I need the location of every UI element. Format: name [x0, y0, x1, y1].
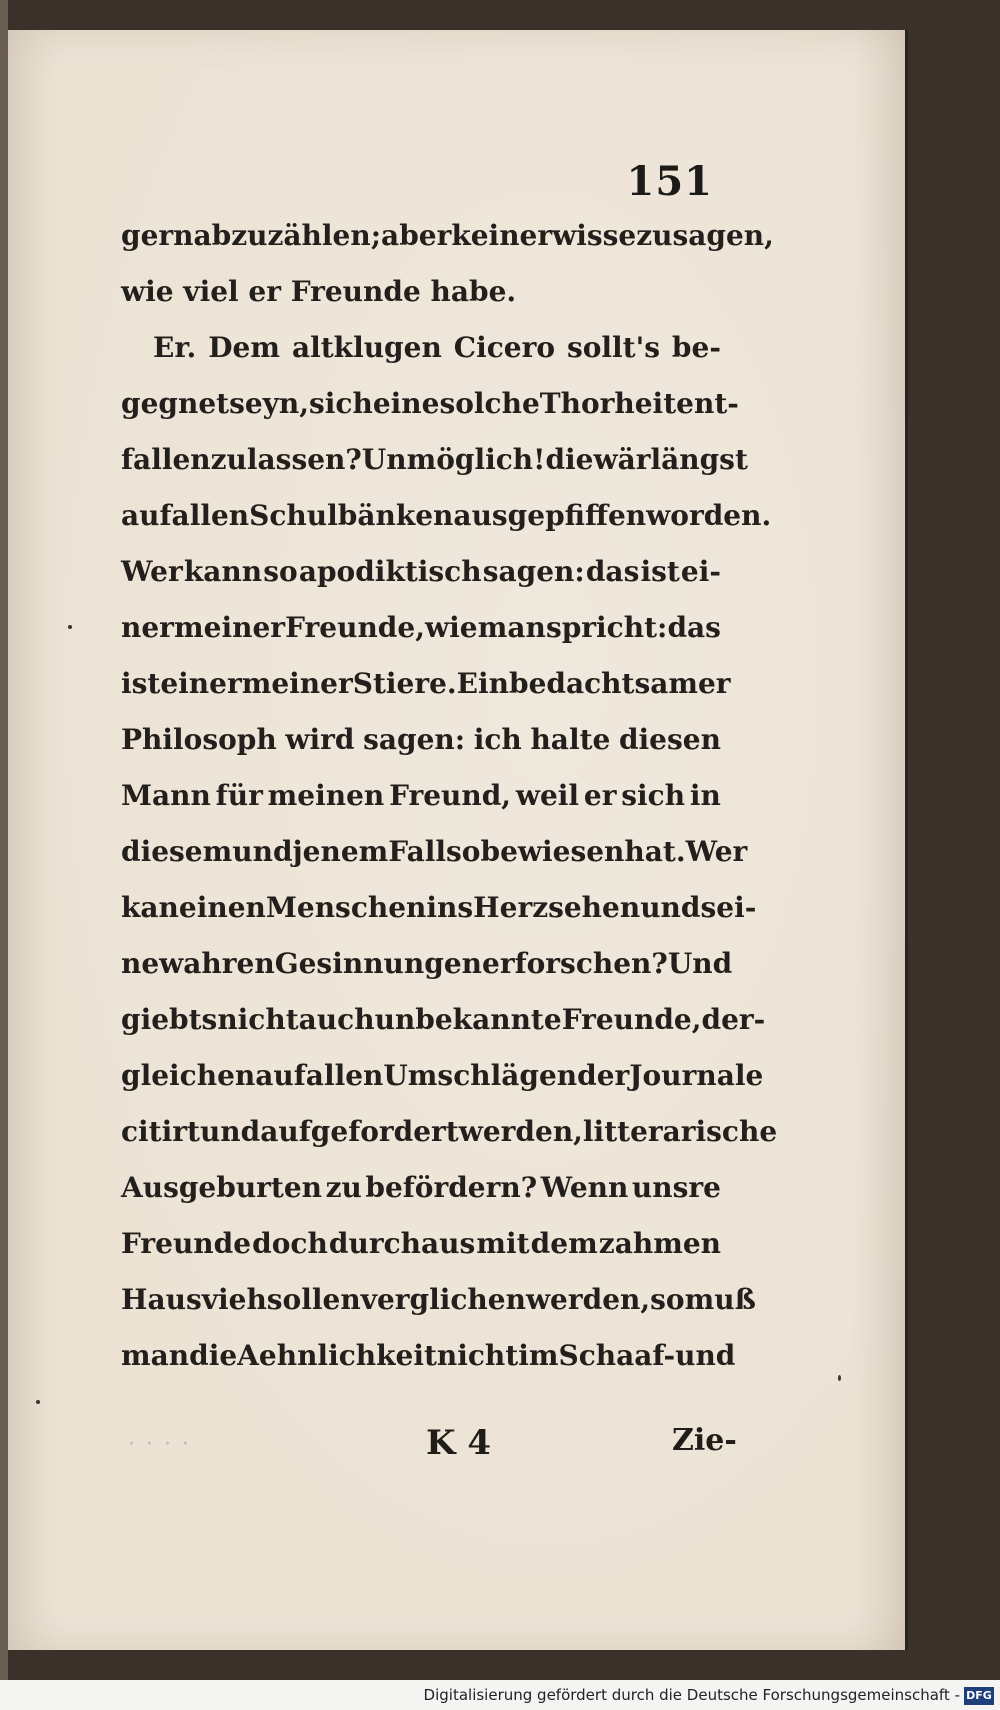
word: Wer — [685, 835, 748, 868]
book-page — [8, 30, 908, 1650]
word: dem — [530, 1227, 598, 1260]
word: sagen: — [363, 723, 466, 756]
word: und — [232, 835, 293, 868]
word: gleichen — [121, 1059, 256, 1092]
word: bedachtsamer — [509, 667, 731, 700]
text-line-2: wie viel er Freunde habe. — [121, 275, 517, 308]
word: Menschen — [265, 891, 427, 924]
word: er — [583, 779, 617, 812]
word: sehen — [548, 891, 641, 924]
word: wie — [425, 611, 478, 644]
word: und — [675, 1339, 736, 1372]
word: halte — [530, 723, 611, 756]
word: und — [199, 1115, 261, 1148]
text-line-7 — [121, 544, 721, 600]
word: Gesinnungen — [274, 947, 483, 980]
word: Freund, — [389, 779, 512, 812]
word: Schulbänken — [249, 499, 454, 532]
word: Aehnlichkeit — [237, 1339, 437, 1372]
word: der- — [701, 1003, 766, 1036]
word: meiner — [174, 611, 286, 644]
word: meiner — [241, 667, 353, 700]
word: mit — [476, 1227, 530, 1260]
word: be- — [671, 331, 721, 364]
text-line-21 — [121, 1328, 736, 1384]
word: Hausvieh — [121, 1283, 267, 1316]
word: muß — [684, 1283, 756, 1316]
text-line-18 — [121, 1160, 721, 1216]
word: in — [689, 779, 721, 812]
text-line-19 — [121, 1216, 721, 1272]
text-line-10 — [121, 712, 721, 768]
text-line-20 — [121, 1272, 756, 1328]
word: allen — [305, 1059, 384, 1092]
word: man — [477, 611, 546, 644]
word: ist — [640, 555, 680, 588]
word: seyn, — [229, 387, 310, 420]
word: Freunde, — [561, 1003, 702, 1036]
text-line-3 — [121, 320, 721, 376]
word: man — [121, 1339, 190, 1372]
dfg-logo: DFG — [964, 1687, 994, 1705]
word: ich — [473, 723, 522, 756]
word: nicht — [436, 1339, 519, 1372]
word: Ausgeburten — [121, 1171, 323, 1204]
word: ent- — [676, 387, 739, 420]
word: solche — [439, 387, 540, 420]
word: unsre — [631, 1171, 721, 1204]
word: Ein — [456, 667, 509, 700]
credit-bar — [0, 1680, 1000, 1710]
text-line-11 — [121, 768, 721, 824]
word: Cicero — [453, 331, 555, 364]
word: sei- — [700, 891, 757, 924]
word: gern — [121, 219, 194, 252]
paper-speck — [838, 1375, 841, 1381]
word: Freunde — [121, 1227, 252, 1260]
word: Schaaf- — [558, 1339, 676, 1372]
text-line-6 — [121, 488, 772, 544]
word: ins — [426, 891, 474, 924]
word: sich — [621, 779, 686, 812]
word: Umschlägen — [383, 1059, 578, 1092]
word: doch — [252, 1227, 328, 1260]
text-line-16 — [121, 1048, 764, 1104]
word: sich — [309, 387, 373, 420]
word: längst — [650, 443, 748, 476]
word: nicht — [217, 1003, 299, 1036]
signature-mark: K 4 — [426, 1423, 492, 1463]
word: fallen — [121, 443, 211, 476]
word: kann — [183, 555, 263, 588]
page-number: 151 — [626, 158, 713, 205]
word: Stiere. — [352, 667, 457, 700]
word: das — [585, 555, 640, 588]
word: wahren — [159, 947, 275, 980]
word: kan — [121, 891, 179, 924]
text-line-13 — [121, 880, 757, 936]
word: sollen — [266, 1283, 361, 1316]
text-line-5 — [121, 432, 748, 488]
word: ne — [121, 947, 160, 980]
word: Wenn — [540, 1171, 629, 1204]
word: lassen? — [246, 443, 362, 476]
word: aufgefordert — [260, 1115, 459, 1148]
word: Wer — [121, 555, 183, 588]
word: giebts — [121, 1003, 218, 1036]
word: keiner — [451, 219, 553, 252]
word: ist — [121, 667, 161, 700]
word: bewiesen — [480, 835, 625, 868]
word: die — [189, 1339, 238, 1372]
word: spricht: — [545, 611, 668, 644]
word: Freunde, — [285, 611, 425, 644]
page-left-edge — [0, 0, 8, 1680]
word: Herz — [473, 891, 549, 924]
word: durchaus — [328, 1227, 476, 1260]
faded-stamp-mark: · · · · — [128, 1432, 191, 1457]
word: zahmen — [598, 1227, 721, 1260]
word: Philosoph — [121, 723, 277, 756]
word: citirt — [121, 1115, 200, 1148]
word: so — [650, 1283, 685, 1316]
word: Thorheit — [539, 387, 677, 420]
text-line-4 — [121, 376, 739, 432]
word: Fall — [388, 835, 447, 868]
text-line-9 — [121, 656, 731, 712]
word: so — [446, 835, 481, 868]
word: befördern? — [365, 1171, 538, 1204]
word: wird — [285, 723, 355, 756]
word: wisse — [552, 219, 637, 252]
word: apodiktisch — [298, 555, 482, 588]
word: auf — [255, 1059, 306, 1092]
word: zu — [325, 1171, 362, 1204]
word: meinen — [267, 779, 385, 812]
word: für — [215, 779, 263, 812]
word: unbekannte — [374, 1003, 562, 1036]
word: altklugen — [291, 331, 442, 364]
word: Mann — [121, 779, 211, 812]
word: eine — [372, 387, 440, 420]
word: jenem — [292, 835, 389, 868]
word: allen — [171, 499, 250, 532]
text-block — [121, 208, 778, 1384]
word: weil — [515, 779, 580, 812]
paper-speck — [36, 1400, 40, 1404]
word: einen — [178, 891, 266, 924]
word: hat. — [624, 835, 686, 868]
word: auf — [121, 499, 172, 532]
word: Journale — [629, 1059, 764, 1092]
word: auch — [298, 1003, 375, 1036]
word: Dem — [208, 331, 280, 364]
word: verglichen — [360, 1283, 526, 1316]
credit-text: Digitalisierung gefördert durch die Deutsche Forschungsgemeinschaft - — [423, 1686, 960, 1704]
word: die — [545, 443, 594, 476]
word: diesem — [121, 835, 233, 868]
word: Er. — [153, 331, 197, 364]
word: zu — [210, 443, 247, 476]
word: aber — [381, 219, 452, 252]
word: im — [518, 1339, 559, 1372]
word: Unmöglich! — [361, 443, 546, 476]
paper-speck — [68, 625, 72, 629]
word: abzuzählen; — [193, 219, 382, 252]
word: ausgepfiffen — [453, 499, 647, 532]
word: und — [640, 891, 701, 924]
text-line-14 — [121, 936, 733, 992]
word: gegnet — [121, 387, 230, 420]
text-line-12 — [121, 824, 748, 880]
text-line-17 — [121, 1104, 778, 1160]
word: das — [667, 611, 721, 644]
word: litterarische — [582, 1115, 778, 1148]
text-line-1 — [121, 208, 774, 264]
word: sagen, — [672, 219, 774, 252]
word: so — [263, 555, 298, 588]
catchword: Zie- — [672, 1423, 737, 1458]
word: der — [577, 1059, 630, 1092]
word: zu — [636, 219, 673, 252]
word: Und — [667, 947, 733, 980]
word: erforschen? — [482, 947, 668, 980]
word: sollt's — [566, 331, 660, 364]
word: wär — [593, 443, 651, 476]
word: ner — [121, 611, 174, 644]
word: werden, — [458, 1115, 583, 1148]
word: einer — [160, 667, 242, 700]
text-line-15 — [121, 992, 766, 1048]
word: diesen — [618, 723, 721, 756]
word: sagen: — [482, 555, 585, 588]
word: worden. — [646, 499, 772, 532]
word: ei- — [680, 555, 721, 588]
text-line-8 — [121, 600, 721, 656]
word: werden, — [525, 1283, 651, 1316]
